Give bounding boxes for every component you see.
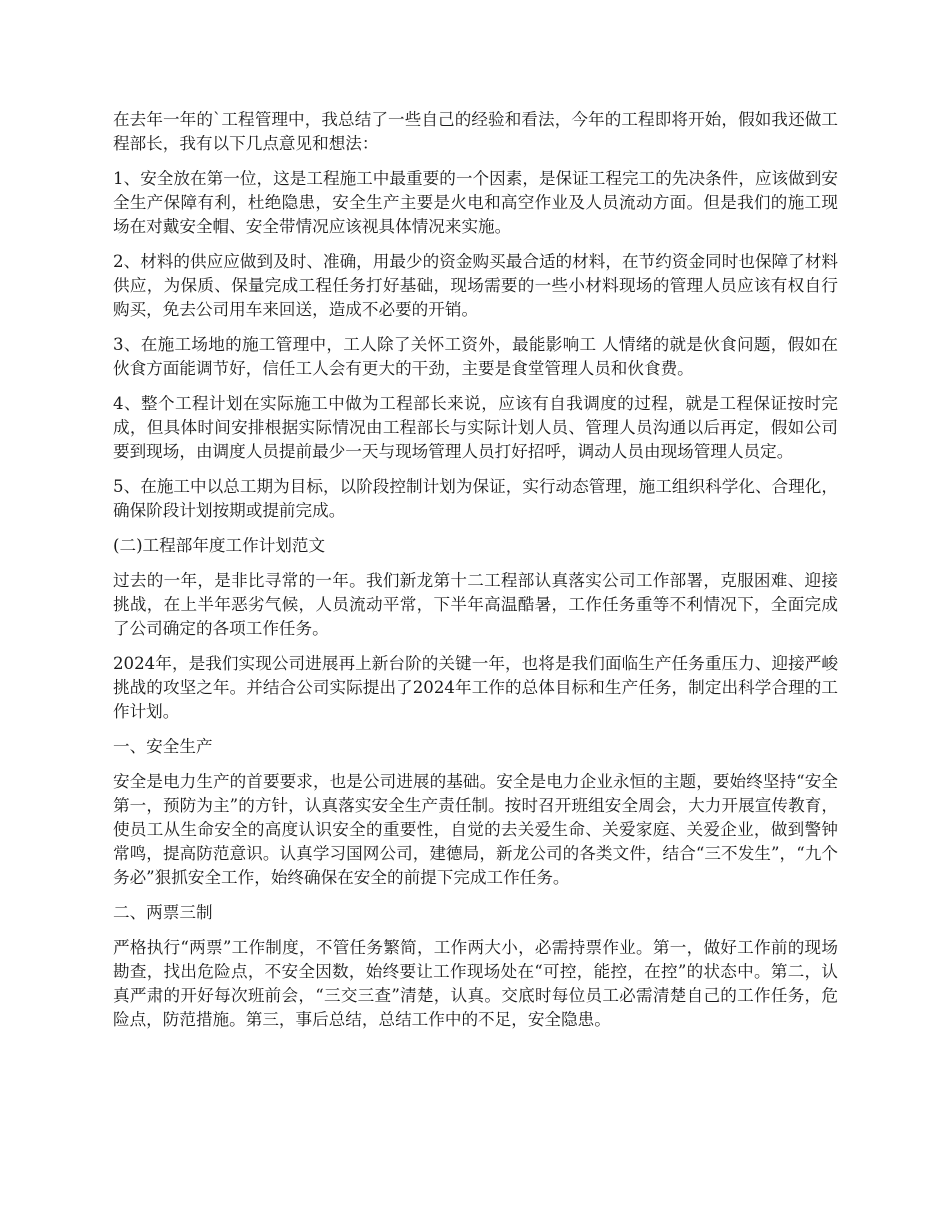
point-4-paragraph: 4、整个工程计划在实际施工中做为工程部长来说，应该有自我调度的过程，就是工程保证按时完成，但具体时间安排根据实际情况由工程部长与实际计划人员、管理人员沟通以后再定，假如公司要到现场，由调度人员提前最少一天与现场管理人员打好招呼，调动人员由现场管理人员定。 (113, 394, 838, 461)
year-2024-paragraph: 2024年，是我们实现公司进展再上新台阶的关键一年，也将是我们面临生产任务重压力、迎接严峻挑战的攻坚之年。并结合公司实际提出了2024年工作的总体目标和生产任务，制定出科学合理的工作计划。 (113, 654, 838, 721)
intro-paragraph: 在去年一年的`工程管理中，我总结了一些自己的经验和看法，今年的工程即将开始，假如我还做工程部长，我有以下几点意见和想法： (113, 110, 838, 153)
two-tickets-paragraph: 严格执行“两票”工作制度，不管任务繁简，工作两大小，必需持票作业。第一，做好工作前的现场勘查，找出危险点，不安全因数，始终要让工作现场处在“可控，能控，在控”的状态中。第二，认真严肃的开好每次班前会，“三交三查”清楚，认真。交底时每位员工必需清楚自己的工作任务，危险点，防范措施。第三，事后总结，总结工作中的不足，安全隐患。 (113, 938, 838, 1029)
safety-paragraph: 安全是电力生产的首要要求，也是公司进展的基础。安全是电力企业永恒的主题，要始终坚持“安全第一，预防为主”的方针，认真落实安全生产责任制。按时召开班组安全周会，大力开展宣传教育，使员工从生命安全的高度认识安全的重要性，自觉的去关爱生命、关爱家庭、关爱企业，做到警钟常鸣，提高防范意识。认真学习国网公司，建德局，新龙公司的各类文件，结合“三不发生”，“九个务必”狠抓安全工作，始终确保在安全的前提下完成工作任务。 (113, 772, 838, 887)
section-heading-two-tickets: 二、两票三制 (113, 903, 213, 922)
point-2-paragraph: 2、材料的供应应做到及时、准确，用最少的资金购买最合适的材料，在节约资金同时也保障了材料供应，为保质、保量完成工程任务打好基础，现场需要的一些小材料现场的管理人员应该有权自行购买，免去公司用车来回送，造成不必要的开销。 (113, 252, 838, 319)
section-heading-annual-plan: (二)工程部年度工作计划范文 (113, 536, 326, 555)
point-5-paragraph: 5、在施工中以总工期为目标，以阶段控制计划为保证，实行动态管理，施工组织科学化、合理化，确保阶段计划按期或提前完成。 (113, 477, 838, 520)
section-heading-safety: 一、安全生产 (113, 737, 213, 756)
point-1-paragraph: 1、安全放在第一位，这是工程施工中最重要的一个因素，是保证工程完工的先决条件，应该做到安全生产保障有利，杜绝隐患，安全生产主要是火电和高空作业及人员流动方面。但是我们的施工现场在对戴安全帽、安全带情况应该视具体情况来实施。 (113, 169, 838, 236)
past-year-paragraph: 过去的一年，是非比寻常的一年。我们新龙第十二工程部认真落实公司工作部署，克服困难、迎接挑战，在上半年恶劣气候，人员流动平常，下半年高温酷暑，工作任务重等不利情况下，全面完成了公司确定的各项工作任务。 (113, 571, 838, 638)
point-3-paragraph: 3、在施工场地的施工管理中，工人除了关怀工资外，最能影响工 人情绪的就是伙食问题，假如在伙食方面能调节好，信任工人会有更大的干劲，主要是食堂管理人员和伙食费。 (113, 335, 838, 378)
